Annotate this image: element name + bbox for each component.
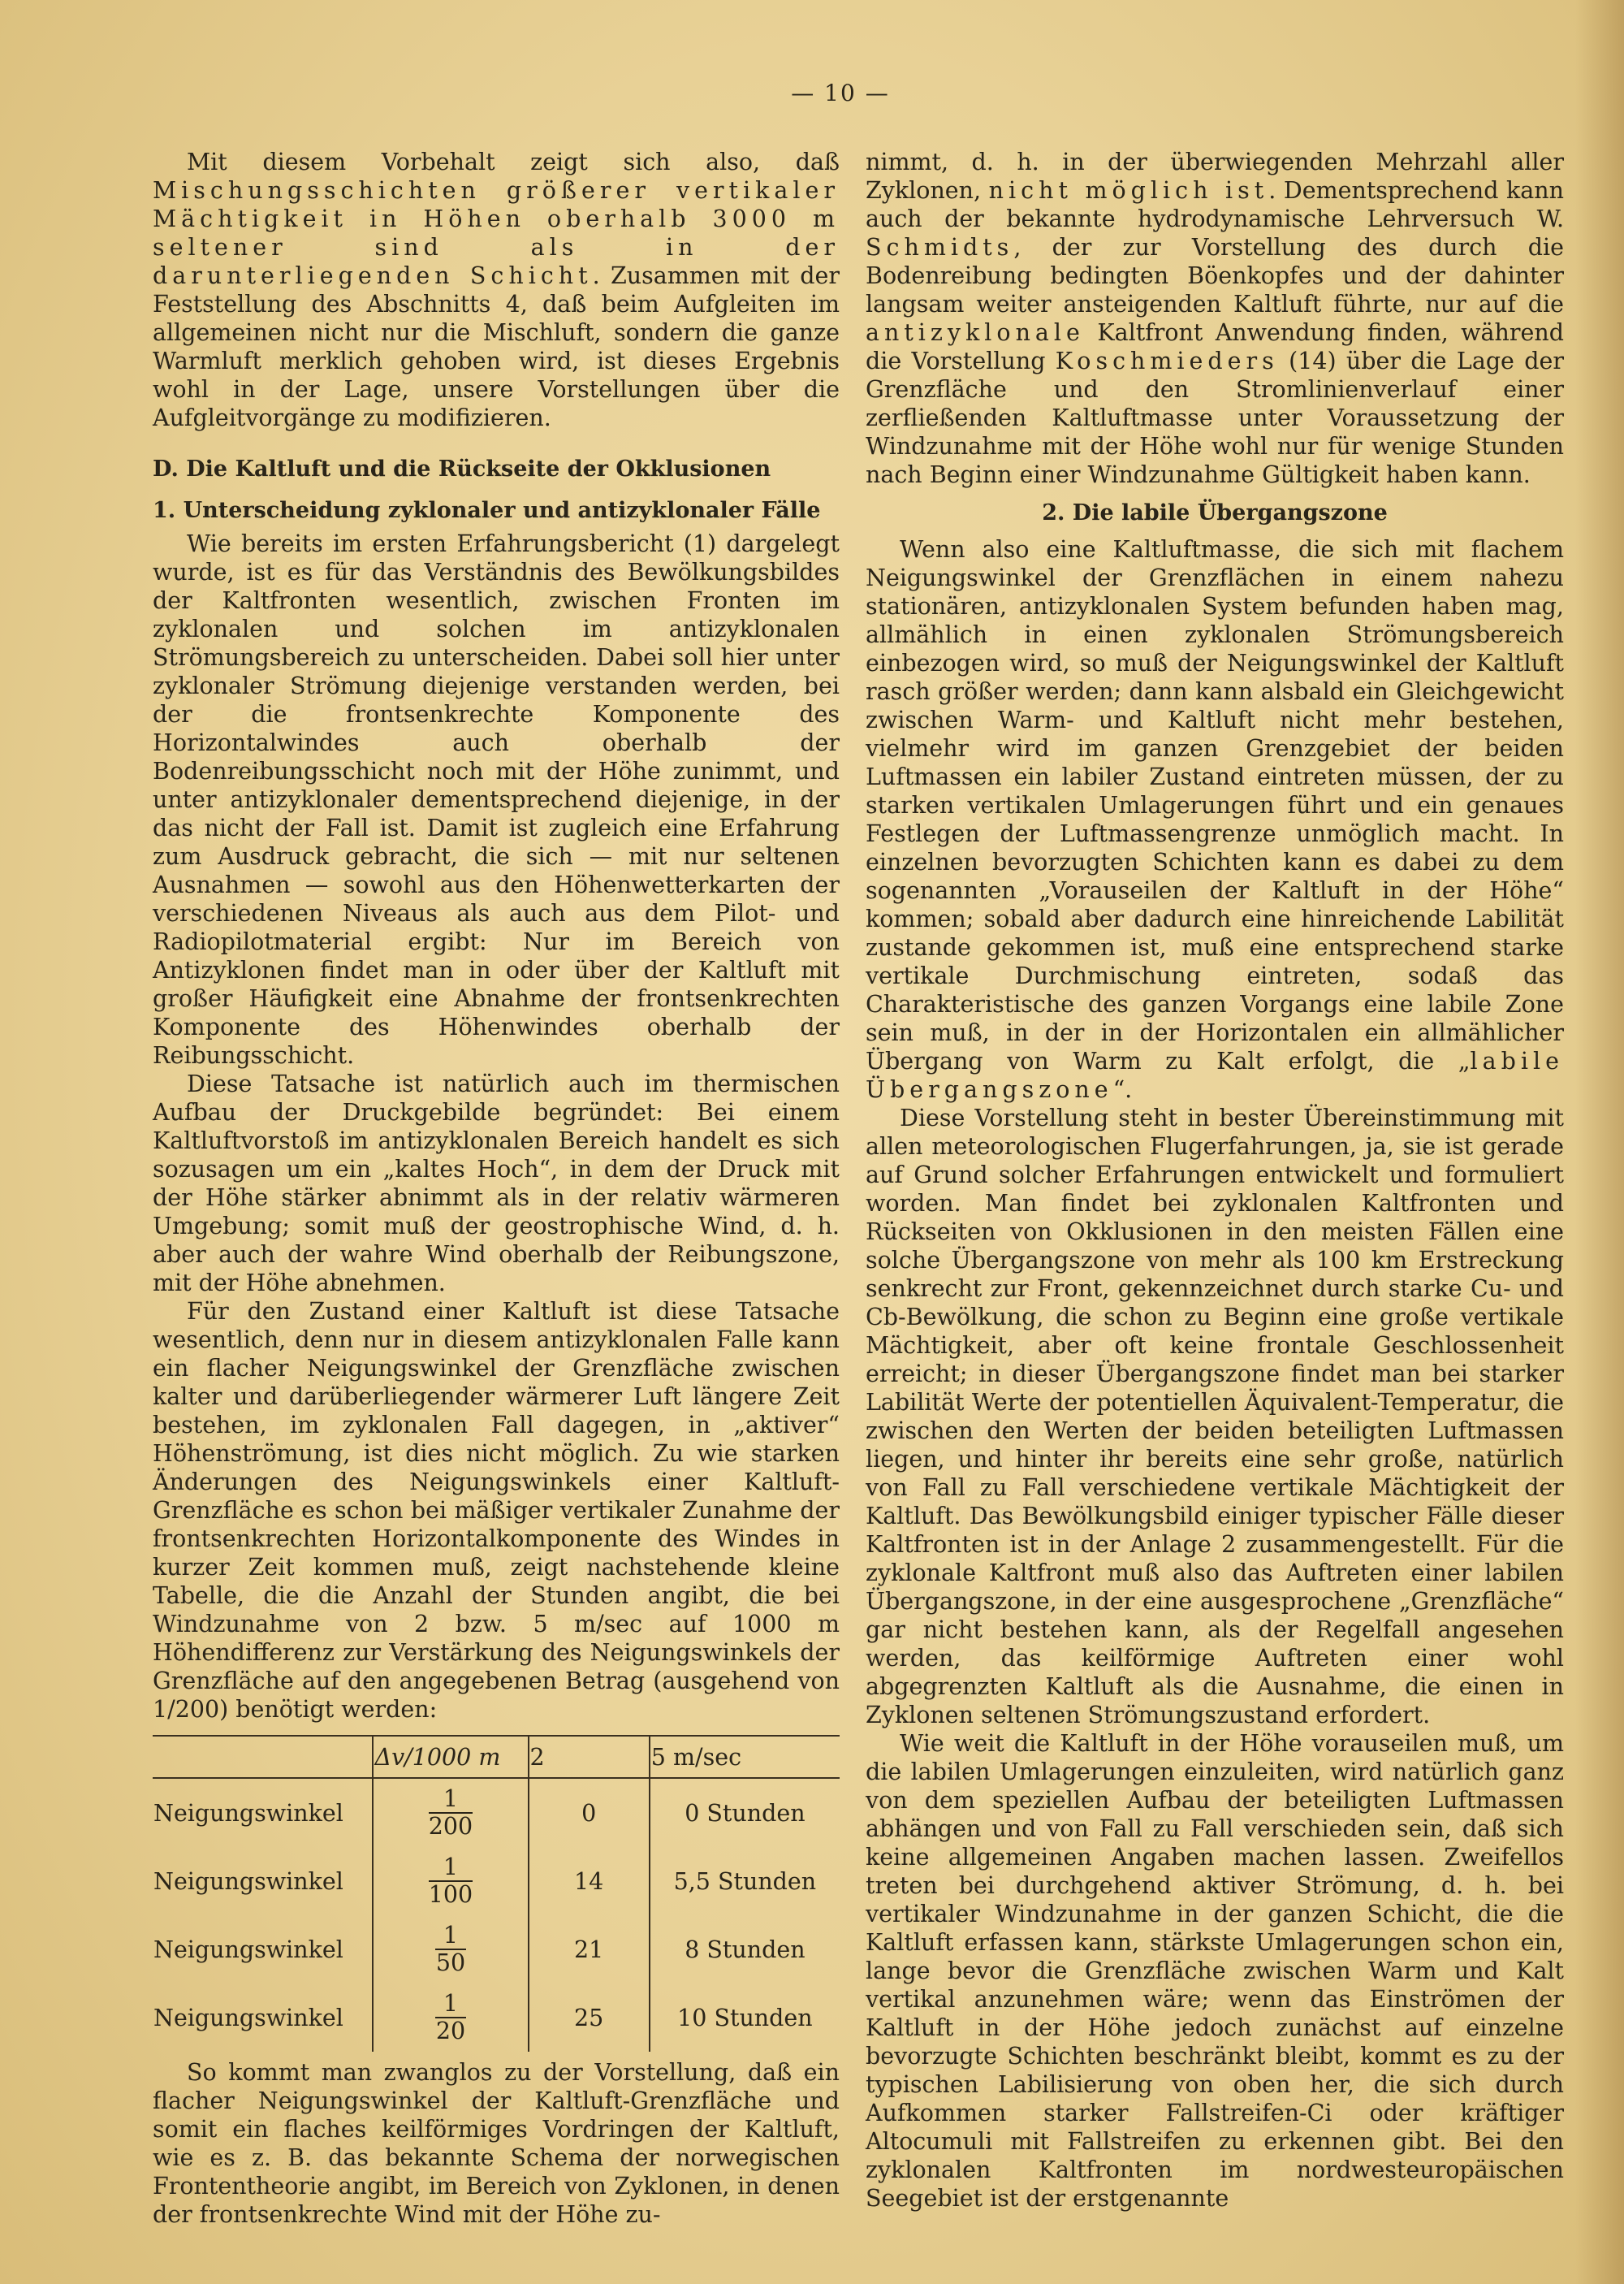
paragraph: Mit diesem Vorbehalt zeigt sich also, daß Mischungsschichten größerer vertikaler Mächtigkeit in Höhen oberhalb 3000 m seltener sind als in der darunterliegenden Schicht. Zusammen mit der Feststellung des Abschnitts 4, daß beim Aufgleiten im allgemeinen nicht nur die Mischluft, sondern die ganze Warmluft merklich gehoben wird, ist dieses Ergebnis wohl in der Lage, unsere Vorstellungen über die Aufgleitvorgänge zu modifizieren. — [153, 149, 840, 431]
fraction-cell: $\frac{1}{20}$ — [373, 1983, 528, 2052]
table-row — [153, 1847, 840, 1915]
value-cell: 14 — [529, 1847, 650, 1915]
row-label: Neigungswinkel — [153, 1936, 343, 1963]
paragraph: nimmt, d. h. in der überwiegenden Mehrzahl aller Zyklonen, nicht möglich ist. Dementsprechend kann auch der bekannte hydrodynamische Lehrversuch W. Schmidts, der zur Vorstellung des durch die Bodenreibung bedingten Böenkopfes und der dahinter langsam weiter ansteigenden Kaltluft führte, nur auf die antizyklonale Kaltfront Anwendung finden, während die Vorstellung Koschmieders (14) über die Lage der Grenzfläche und den Stromlinienverlauf einer zerfließenden Kaltluftmasse unter Voraussetzung der Windzunahme mit der Höhe wohl nur für wenige Stunden nach Beginn einer Windzunahme Gültigkeit haben kann. — [866, 149, 1564, 488]
left-column — [153, 148, 840, 2229]
value-cell: 10 Stunden — [677, 2004, 813, 2031]
subsection-heading-2: 2. Die labile Übergangszone — [1042, 500, 1388, 526]
page-number: — 10 — — [791, 80, 890, 106]
fraction-cell: $\frac{1}{200}$ — [373, 1778, 528, 1847]
row-label: Neigungswinkel — [153, 1799, 343, 1827]
paragraph: Für den Zustand einer Kaltluft ist diese Tatsache wesentlich, denn nur in diesem antizyklonalen Falle kann ein flacher Neigungswinkel der Grenzfläche zwischen kalter und darüberliegender wärmerer Luft längere Zeit bestehen, im zyklonalen Fall dagegen, in „aktiver“ Höhenströmung, ist dies nicht möglich. Zu wie starken Änderungen des Neigungswinkels einer Kaltluft-Grenzfläche es schon bei mäßiger vertikaler Zunahme der frontsenkrechten Horizontalkomponente des Windes in kurzer Zeit kommen muß, zeigt nachstehende kleine Tabelle, die die Anzahl der Stunden angibt, die bei Windzunahme von 2 bzw. 5 m/sec auf 1000 m Höhendifferenz zur Verstärkung des Neigungswinkels der Grenzfläche auf den angegebenen Betrag (ausgehend von 1/200) benötigt werden: — [153, 1298, 840, 1723]
row-label: Neigungswinkel — [153, 1867, 343, 1895]
paragraph: Diese Vorstellung steht in bester Übereinstimmung mit allen meteorologischen Flugerfahrungen, ja, sie ist gerade auf Grund solcher Erfahrungen entwickelt und formuliert worden. Man findet bei zyklonalen Kaltfronten und Rückseiten von Okklusionen in den meisten Fällen eine solche Übergangszone von mehr als 100 km Erstreckung senkrecht zur Front, gekennzeichnet durch starke Cu- und Cb-Bewölkung, die schon zu Beginn eine große vertikale Mächtigkeit, aber oft keine frontale Geschlossenheit erreicht; in dieser Übergangszone findet man bei starker Labilität Werte der potentiellen Äquivalent-Temperatur, die zwischen den Werten der beiden beteiligten Luftmassen liegen, und hinter ihr bereits eine sehr große, natürlich von Fall zu Fall verschiedene vertikale Mächtigkeit der Kaltluft. Das Bewölkungsbild einiger typischer Fälle dieser Kaltfronten ist in der Anlage 2 zusammengestellt. Für die zyklonale Kaltfront muß also das Auftreten einer labilen Übergangszone, in der eine ausgesprochene „Grenzfläche“ gar nicht bestehen kann, als der Regelfall angesehen werden, das keilförmige Auftreten einer wohl abgegrenzten Kaltluft als die Ausnahme, die einen in Zyklonen seltenen Strömungszustand erfordert. — [866, 1105, 1564, 1728]
table-header-cell: 5 m/sec — [650, 1736, 840, 1778]
table-row — [153, 1778, 840, 1847]
table-header-row — [153, 1736, 840, 1778]
fraction-cell: $\frac{1}{100}$ — [373, 1847, 528, 1915]
inclination-table — [153, 1735, 840, 2052]
table-row — [153, 1915, 840, 1983]
page-edge-shadow — [1575, 0, 1624, 2284]
table-header-cell: Δv/1000 m — [373, 1736, 528, 1778]
paragraph: Wie bereits im ersten Erfahrungsbericht (1) dargelegt wurde, ist es für das Verständnis des Bewölkungsbildes der Kaltfronten wesentlich, zwischen Fronten im zyklonalen und solchen im antizyklonalen Strömungsbereich zu unterscheiden. Dabei soll hier unter zyklonaler Strömung diejenige verstanden werden, bei der die frontsenkrechte Komponente des Horizontalwindes auch oberhalb der Bodenreibungsschicht noch mit der Höhe zunimmt, und unter antizyklonaler dementsprechend diejenige, in der das nicht der Fall ist. Damit ist zugleich eine Erfahrung zum Ausdruck gebracht, die sich — mit nur seltenen Ausnahmen — sowohl aus den Höhenwetterkarten der verschiedenen Niveaus als auch aus dem Pilot- und Radiopilotmaterial ergibt: Nur im Bereich von Antizyklonen findet man in oder über der Kaltluft mit großer Häufigkeit eine Abnahme der frontsenkrechten Komponente des Höhenwindes oberhalb der Reibungsschicht. — [153, 530, 840, 1069]
value-cell: 8 Stunden — [685, 1936, 806, 1963]
right-column — [866, 148, 1564, 2213]
value-cell: 0 Stunden — [685, 1799, 806, 1827]
subsection-heading-1: 1. Unterscheidung zyklonaler und antizyklonaler Fälle — [153, 498, 821, 523]
section-heading-d: D. Die Kaltluft und die Rückseite der Okklusionen — [153, 456, 771, 482]
paragraph: Wenn also eine Kaltluftmasse, die sich mit flachem Neigungswinkel der Grenzflächen in einem nahezu stationären, antizyklonalen System befunden haben mag, allmählich in einen zyklonalen Strömungsbereich einbezogen wird, so muß der Neigungswinkel der Kaltluft rasch größer werden; dann kann alsbald ein Gleichgewicht zwischen Warm- und Kaltluft nicht mehr bestehen, vielmehr wird im ganzen Grenzgebiet der beiden Luftmassen ein labiler Zustand eintreten müssen, der zu starken vertikalen Umlagerungen führt und ein genaues Festlegen der Luftmassengrenze unmöglich macht. In einzelnen bevorzugten Schichten kann es dabei zu dem sogenannten „Vorauseilen der Kaltluft in der Höhe“ kommen; sobald aber dadurch eine hinreichende Labilität zustande gekommen ist, muß eine entsprechend starke vertikale Durchmischung eintreten, sodaß das Charakteristische des ganzen Vorgangs eine labile Zone sein muß, in der in der Horizontalen ein allmählicher Übergang von Warm zu Kalt erfolgt, die „labile Übergangszone“. — [866, 536, 1564, 1103]
value-cell: 0 — [529, 1778, 650, 1847]
row-label: Neigungswinkel — [153, 2004, 343, 2031]
paragraph: Diese Tatsache ist natürlich auch im thermischen Aufbau der Druckgebilde begründet: Bei einem Kaltluftvorstoß im antizyklonalen Bereich handelt es sich sozusagen um ein „kaltes Hoch“, in dem der Druck mit der Höhe stärker abnimmt als in der relativ wärmeren Umgebung; somit muß der geostrophische Wind, d. h. aber auch der wahre Wind oberhalb der Reibungszone, mit der Höhe abnehmen. — [153, 1071, 840, 1296]
value-cell: 25 — [529, 1983, 650, 2052]
value-cell: 5,5 Stunden — [673, 1867, 817, 1895]
fraction-cell: $\frac{1}{50}$ — [373, 1915, 528, 1983]
paragraph: So kommt man zwanglos zu der Vorstellung, daß ein flacher Neigungswinkel der Kaltluft-Grenzfläche und somit ein flaches keilförmiges Vordringen der Kaltluft, wie es z. B. das bekannte Schema der norwegischen Frontentheorie angibt, im Bereich von Zyklonen, in denen der frontsenkrechte Wind mit der Höhe zu- — [153, 2059, 840, 2228]
table-header-cell — [153, 1736, 373, 1778]
paragraph: Wie weit die Kaltluft in der Höhe vorauseilen muß, um die labilen Umlagerungen einzuleiten, wird natürlich ganz von dem speziellen Aufbau der beteiligten Luftmassen abhängen und von Fall zu Fall verschieden sein, daß sich keine allgemeinen Angaben machen lassen. Zweifellos treten bei durchgehend aktiver Strömung, d. h. bei vertikaler Windzunahme in der ganzen Schicht, die die Kaltluft erfassen kann, stärkste Umlagerungen schon ein, lange bevor die Grenzfläche zwischen Warm und Kalt vertikal anzunehmen wäre; wenn das Einströmen der Kaltluft in der Höhe jedoch zunächst auf einzelne bevorzugte Schichten beschränkt bleibt, kommt es zu der typischen Labilisierung von oben her, die sich durch Aufkommen starker Fallstreifen-Ci oder kräftiger Altocumuli mit Fallstreifen zu erkennen gibt. Bei den zyklonalen Kaltfronten im nordwesteuropäischen Seegebiet ist der erstgenannte — [866, 1730, 1564, 2212]
table-header-cell: 2 — [529, 1736, 650, 1778]
value-cell: 21 — [529, 1915, 650, 1983]
table-row — [153, 1983, 840, 2052]
